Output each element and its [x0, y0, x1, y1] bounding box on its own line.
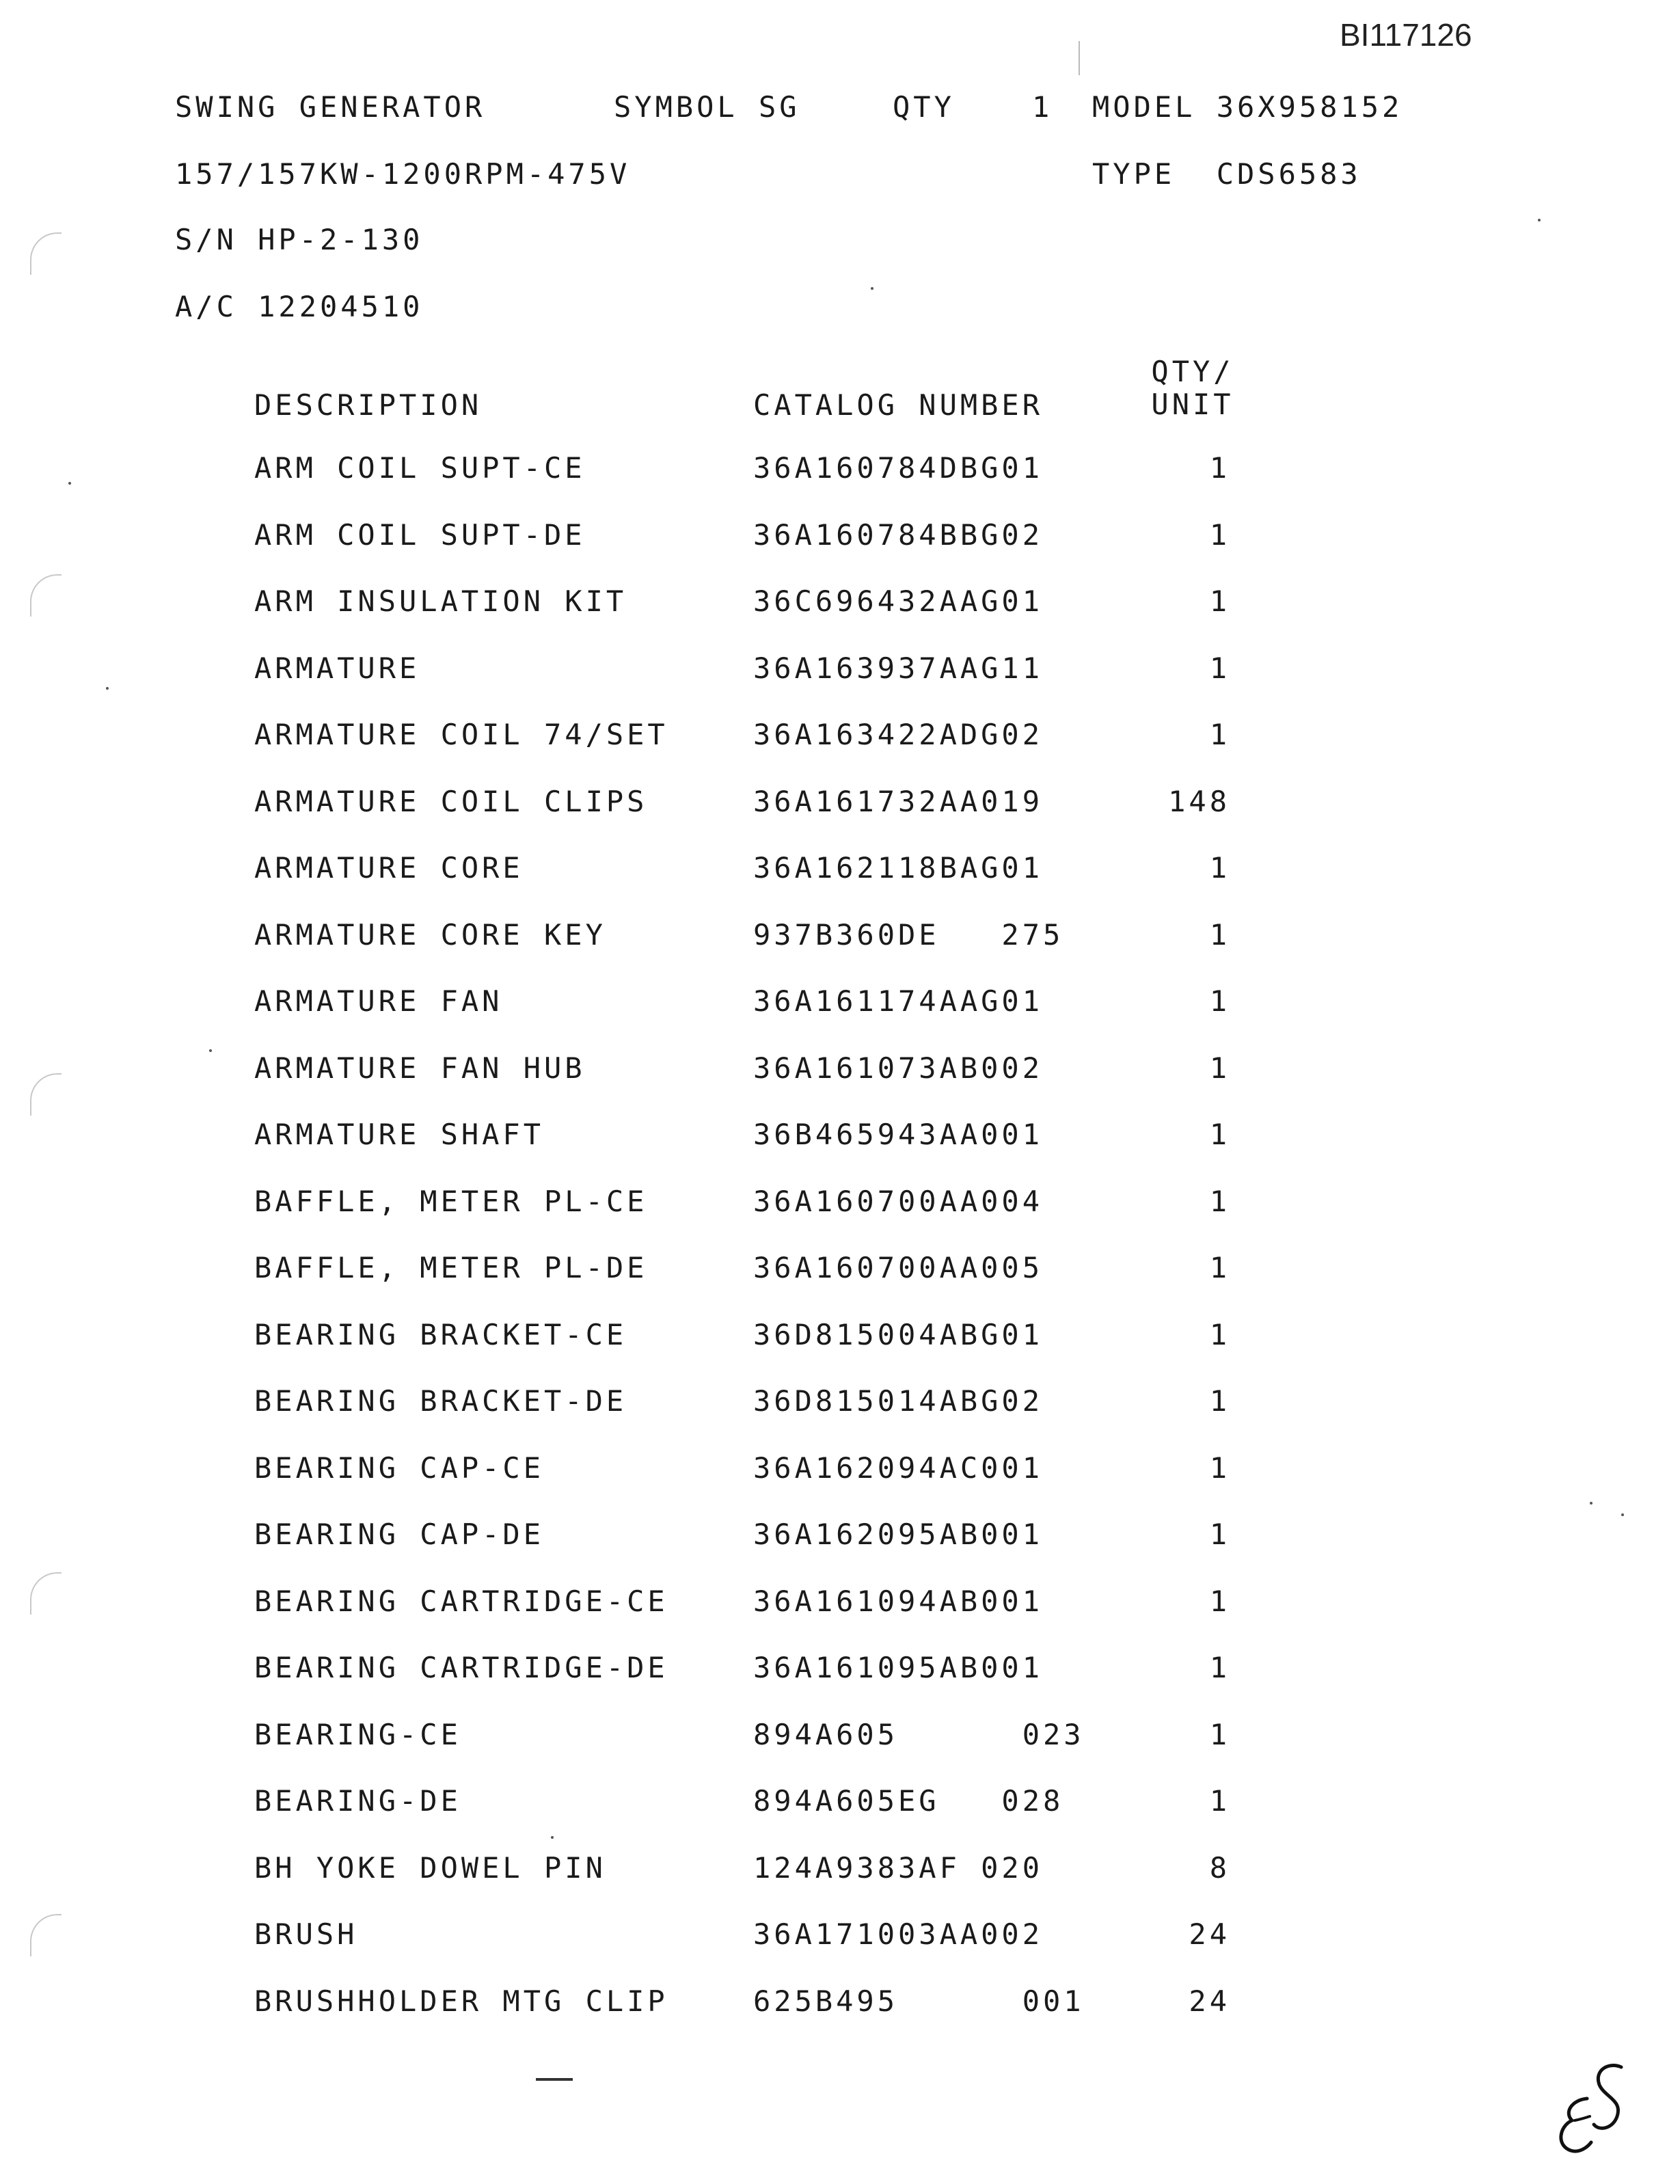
- catalog-number: 36B465943AA001: [753, 1118, 1044, 1151]
- catalog-number: 124A9383AF 020: [753, 1850, 1044, 1885]
- part-description: ARMATURE COIL CLIPS: [254, 784, 648, 818]
- scan-speck: [1538, 219, 1541, 221]
- qty-per-unit: 1: [1209, 1784, 1230, 1818]
- column-header-qty-line1: QTY/: [1151, 355, 1234, 388]
- part-description: BEARING-DE: [254, 1784, 461, 1818]
- catalog-number: 36A163422ADG02: [753, 718, 1044, 751]
- part-description: BAFFLE, METER PL-CE: [254, 1184, 648, 1218]
- column-header-qty-line2: UNIT: [1151, 388, 1234, 421]
- scan-artifact-line: [1079, 41, 1080, 75]
- column-header-qty: [1148, 355, 1237, 421]
- qty-value: 1: [1032, 90, 1053, 124]
- catalog-number: 36A161073AB002: [753, 1051, 1044, 1085]
- catalog-number: 36D815014ABG02: [753, 1384, 1044, 1418]
- qty-per-unit: 1: [1209, 1118, 1230, 1151]
- table-row: [0, 1251, 1680, 1318]
- table-row: [0, 851, 1680, 918]
- qty-label: QTY: [893, 90, 955, 124]
- table-row: [0, 1318, 1680, 1385]
- table-row: [0, 984, 1680, 1051]
- qty-per-unit: 1: [1209, 1651, 1230, 1684]
- table-row: [0, 1585, 1680, 1652]
- table-row: [0, 1851, 1680, 1918]
- catalog-number: 36A163937AAG11: [753, 651, 1044, 685]
- table-row: [0, 1917, 1680, 1984]
- table-row: [0, 1718, 1680, 1785]
- part-description: BH YOKE DOWEL PIN: [254, 1850, 606, 1885]
- rating-field: 157/157KW-1200RPM-475V: [175, 157, 631, 191]
- scan-speck: [209, 1049, 212, 1052]
- part-description: BEARING CAP-CE: [254, 1451, 545, 1485]
- part-description: BEARING BRACKET-CE: [254, 1317, 627, 1351]
- column-header-catalog: CATALOG NUMBER: [753, 388, 1044, 422]
- serial-number: S/N HP-2-130: [175, 223, 424, 256]
- part-description: ARMATURE COIL 74/SET: [254, 718, 668, 751]
- part-description: BRUSHHOLDER MTG CLIP: [254, 1984, 668, 2018]
- part-description: ARMATURE CORE KEY: [254, 917, 606, 952]
- qty-per-unit: 24: [1189, 1984, 1230, 2018]
- table-row: [0, 451, 1680, 518]
- parts-table: [0, 451, 1680, 2051]
- catalog-number: 36A161094AB001: [753, 1584, 1044, 1618]
- part-description: ARMATURE: [254, 651, 420, 685]
- catalog-number: 36A161174AAG01: [753, 984, 1044, 1018]
- table-row: [0, 1384, 1680, 1451]
- catalog-number: 36A162094AC001: [753, 1451, 1044, 1485]
- qty-per-unit: 1: [1209, 1051, 1230, 1085]
- part-description: ARMATURE CORE: [254, 851, 524, 885]
- catalog-number: 36A160784DBG01: [753, 451, 1044, 485]
- catalog-number: 36A162095AB001: [753, 1518, 1044, 1551]
- qty-per-unit: 1: [1209, 1584, 1230, 1618]
- part-description: ARM COIL SUPT-CE: [254, 451, 586, 485]
- table-row: [0, 1518, 1680, 1585]
- margin-arc-mark: [30, 232, 62, 275]
- table-row: [0, 918, 1680, 985]
- catalog-number: 625B495 001: [753, 1984, 1085, 2018]
- part-description: BAFFLE, METER PL-DE: [254, 1251, 648, 1284]
- table-row: [0, 1784, 1680, 1851]
- scan-speck: [1621, 1513, 1624, 1516]
- item-name: SWING GENERATOR: [175, 90, 486, 124]
- type-field: TYPE CDS6583: [1092, 157, 1361, 191]
- qty-per-unit: 1: [1209, 1518, 1230, 1551]
- table-row: [0, 1984, 1680, 2051]
- catalog-number: 36A161732AA019: [753, 784, 1044, 818]
- account-number: A/C 12204510: [175, 290, 424, 323]
- table-row: [0, 1118, 1680, 1185]
- model-field: MODEL 36X958152: [1092, 90, 1403, 124]
- qty-per-unit: 1: [1209, 1451, 1230, 1485]
- table-row: [0, 718, 1680, 785]
- symbol-field: SYMBOL SG: [614, 90, 800, 124]
- qty-per-unit: 24: [1189, 1917, 1230, 1951]
- qty-per-unit: 1: [1209, 718, 1230, 751]
- scan-speck: [106, 687, 109, 690]
- qty-per-unit: 1: [1209, 451, 1230, 485]
- qty-per-unit: 148: [1168, 784, 1230, 818]
- handwritten-initials: [1552, 2058, 1634, 2160]
- qty-per-unit: 1: [1209, 584, 1230, 618]
- table-row: [0, 518, 1680, 585]
- qty-per-unit: 1: [1209, 1317, 1230, 1351]
- part-description: ARM INSULATION KIT: [254, 584, 627, 618]
- table-row: [0, 1051, 1680, 1118]
- table-row: [0, 1451, 1680, 1518]
- part-description: ARMATURE SHAFT: [254, 1118, 545, 1151]
- part-description: BEARING CARTRIDGE-CE: [254, 1584, 668, 1618]
- qty-per-unit: 1: [1209, 517, 1230, 552]
- scan-speck: [1590, 1502, 1593, 1505]
- catalog-number: 937B360DE 275: [753, 917, 1064, 952]
- catalog-number: 36A171003AA002: [753, 1917, 1044, 1951]
- part-description: ARM COIL SUPT-DE: [254, 517, 586, 552]
- catalog-number: 36A160784BBG02: [753, 517, 1044, 552]
- qty-per-unit: 1: [1209, 1717, 1230, 1751]
- scan-dash-mark: [536, 2078, 573, 2081]
- qty-per-unit: 1: [1209, 1184, 1230, 1218]
- scan-speck: [551, 1836, 554, 1839]
- qty-per-unit: 8: [1209, 1850, 1230, 1885]
- scan-speck: [68, 482, 71, 485]
- column-header-description: DESCRIPTION: [254, 388, 483, 422]
- part-description: ARMATURE FAN HUB: [254, 1051, 586, 1085]
- qty-per-unit: 1: [1209, 651, 1230, 685]
- qty-per-unit: 1: [1209, 984, 1230, 1018]
- part-description: BRUSH: [254, 1917, 358, 1951]
- catalog-number: 894A605 023: [753, 1717, 1085, 1751]
- catalog-number: 36A162118BAG01: [753, 851, 1044, 885]
- table-row: [0, 1651, 1680, 1718]
- scan-speck: [871, 287, 873, 290]
- catalog-number: 36C696432AAG01: [753, 584, 1044, 618]
- part-description: BEARING CARTRIDGE-DE: [254, 1651, 668, 1684]
- table-row: [0, 584, 1680, 651]
- qty-per-unit: 1: [1209, 1251, 1230, 1284]
- table-row: [0, 785, 1680, 852]
- part-description: BEARING CAP-DE: [254, 1518, 545, 1551]
- catalog-number: 36A161095AB001: [753, 1651, 1044, 1684]
- table-row: [0, 651, 1680, 718]
- qty-per-unit: 1: [1209, 1384, 1230, 1418]
- catalog-number: 36A160700AA004: [753, 1184, 1044, 1218]
- document-id: BI117126: [1340, 17, 1472, 53]
- qty-per-unit: 1: [1209, 917, 1230, 952]
- part-description: BEARING BRACKET-DE: [254, 1384, 627, 1418]
- qty-per-unit: 1: [1209, 851, 1230, 885]
- part-description: BEARING-CE: [254, 1717, 461, 1751]
- catalog-number: 894A605EG 028: [753, 1784, 1064, 1818]
- part-description: ARMATURE FAN: [254, 984, 503, 1018]
- catalog-number: 36D815004ABG01: [753, 1317, 1044, 1351]
- table-row: [0, 1185, 1680, 1252]
- catalog-number: 36A160700AA005: [753, 1251, 1044, 1284]
